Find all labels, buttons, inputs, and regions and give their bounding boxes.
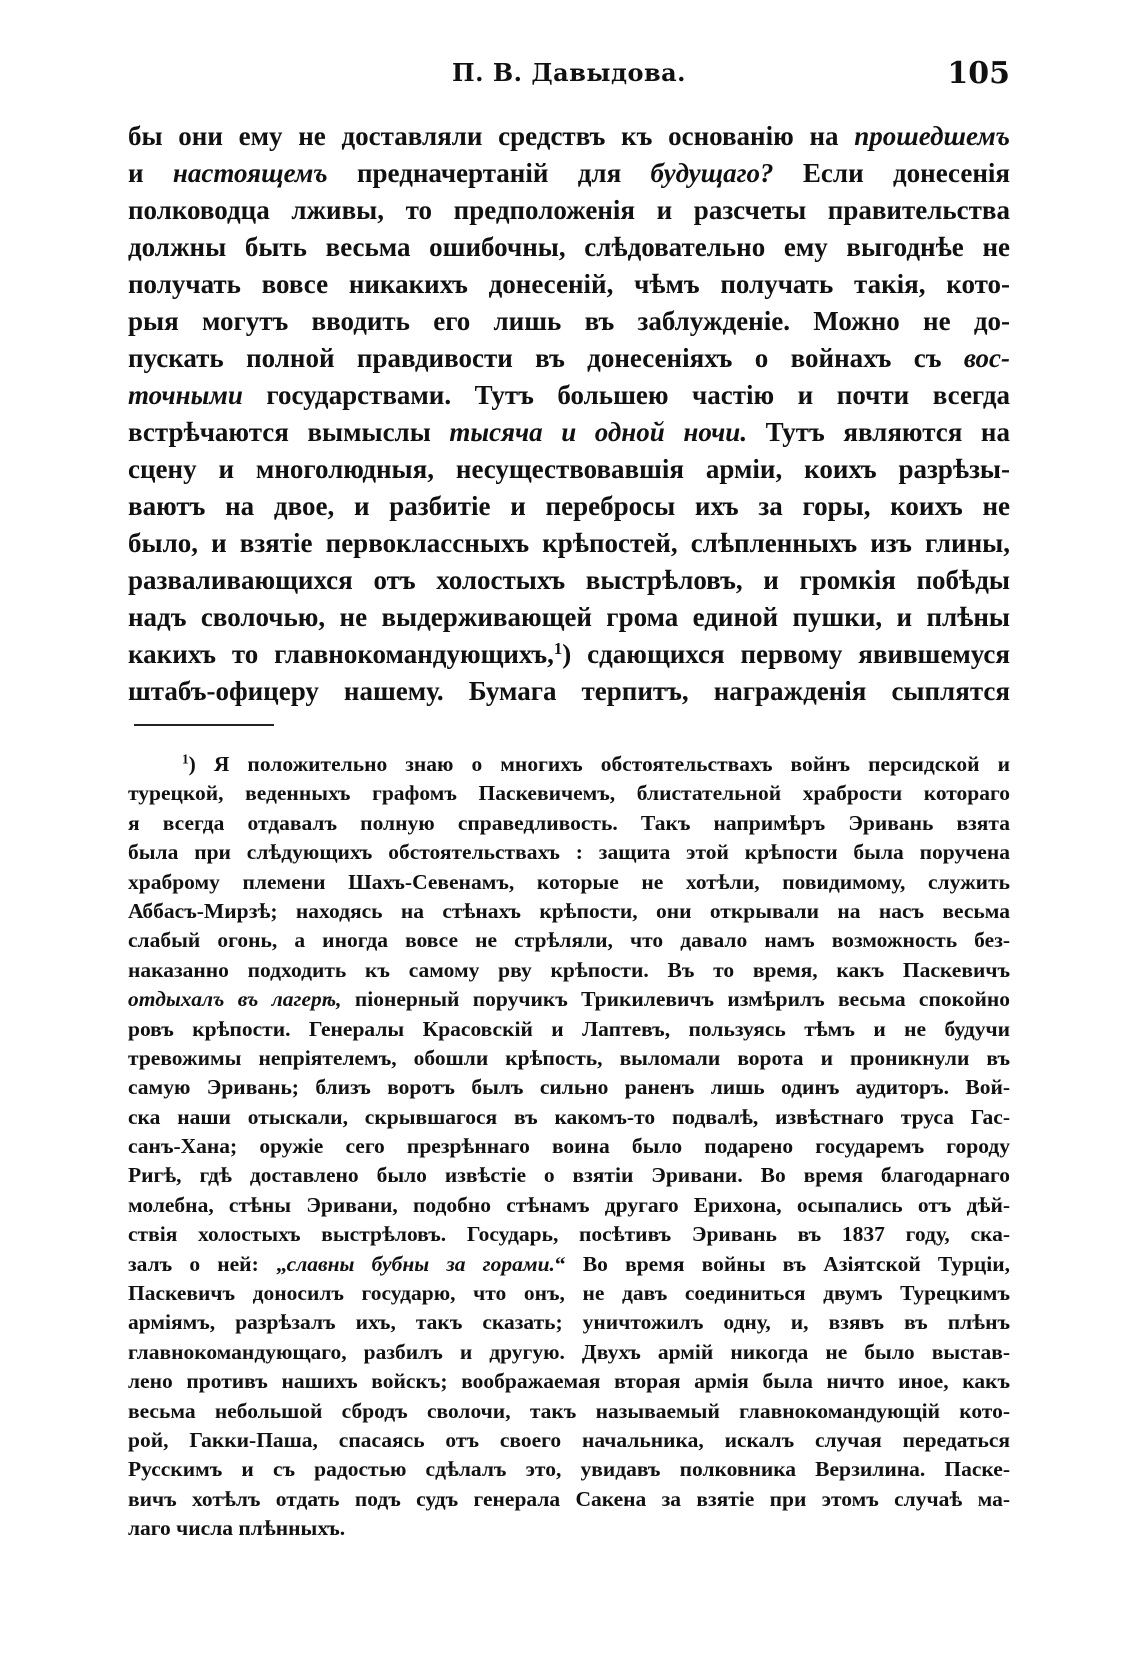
text-line: было, и взятіе первоклассныхъ крѣпостей, слѣпленныхъ изъ глины,	[128, 528, 1010, 558]
footnote-line: залъ о ней: „славны бубны за горами.“ Во время войны въ Азіятской Турціи,	[128, 1251, 1010, 1276]
footnote-line: отдыхалъ въ лагерѣ, піонерный поручикъ Трикилевичъ измѣрилъ весьма спокойно	[128, 987, 1010, 1012]
footnote-line: слабый огонь, а иногда вовсе не стрѣляли, что давало намъ возможность без-	[128, 928, 1010, 953]
footnote-first-line: $^1$) Я положительно знаю о многихъ обстоятельствахъ войнъ персидской и	[182, 751, 1010, 776]
text-line: ваютъ на двое, и разбитіе и переброcы ихъ за горы, коихъ не	[128, 491, 1010, 521]
footnote-line: Паскевичъ доносилъ государю, что онъ, не давъ соединиться двумъ Турецкимъ	[128, 1281, 1010, 1306]
footnote-line: ска наши отыскали, скрывшагося въ какомъ-то подвалѣ, извѣстнаго труса Гас-	[128, 1104, 1010, 1129]
page-number: 105	[947, 56, 1010, 91]
text-line: разваливающихся отъ холостыхъ выстрѣловъ, и громкія побѣды	[128, 565, 1010, 595]
footnote-line: ровъ крѣпости. Генералы Красовскій и Лаптевъ, пользуясь тѣмъ и не будучи	[128, 1016, 1010, 1041]
text-line: пускать полной правдивости въ донесеніяхъ о войнахъ съ вос-	[128, 343, 1010, 373]
footnote-line: храброму племени Шахъ-Севенамъ, которые не хотѣли, повидимому, служить	[128, 869, 1010, 894]
running-title: П. В. Давыдова.	[451, 58, 687, 87]
text-line: бы они ему не доставляли средствъ къ основанію на прошедшемъ	[128, 121, 1010, 151]
footnote-line: тревожимы непріятелемъ, обошли крѣпость, выломали ворота и проникнули въ	[128, 1045, 1010, 1070]
text-line: должны быть весьма ошибочны, слѣдовательно ему выгоднѣе не	[128, 232, 1010, 262]
footnote-line: Аббасъ-Мирзѣ; находясь на стѣнахъ крѣпости, они открывали на насъ весьма	[128, 898, 1010, 923]
footnote-line: весьма небольшой сбродъ сволочи, такъ называемый главнокомандующій кото-	[128, 1398, 1010, 1423]
footnote-line: Русскимъ и съ радостью сдѣлалъ это, увидавъ полковника Верзилина. Паске-	[128, 1457, 1010, 1482]
text-line: встрѣчаются вымыслы тысяча и одной ночи. Тутъ являются на	[128, 417, 1010, 447]
footnote-line: Ригѣ, гдѣ доставлено было извѣстіе о взятіи Эривани. Во время благодарнаго	[128, 1163, 1010, 1188]
text-line: и настоящемъ предначертаній для будущаго? Если донесенія	[128, 158, 1010, 188]
footnote-line: я всегда отдавалъ полную справедливость. Такъ напримѣръ Эривань взята	[128, 810, 1010, 835]
footnote-line: была при слѣдующихъ обстоятельствахъ : защита этой крѣпости была поручена	[128, 840, 1010, 865]
footnote-separator	[134, 724, 274, 726]
footnote-line: лаго числа плѣнныхъ.	[128, 1516, 346, 1541]
text-line: надъ сволочью, не выдерживающей грома единой пушки, и плѣны	[128, 602, 1010, 632]
footnote-line: наказанно подходить къ самому рву крѣпости. Въ то время, какъ Паскевичъ	[128, 957, 1010, 982]
running-header	[128, 56, 1010, 96]
footnote-line: молебна, стѣны Эривани, подобно стѣнамъ другаго Ерихона, осыпались отъ дѣй-	[128, 1192, 1010, 1217]
footnote-line: вичъ хотѣлъ отдать подъ судъ генерала Сакена за взятіе при этомъ случаѣ ма-	[128, 1486, 1010, 1511]
text-line: точными государствами. Тутъ большею частію и почти всегда	[128, 380, 1010, 410]
text-line: полководца лживы, то предположенія и разсчеты правительства	[128, 195, 1010, 225]
text-line: какихъ то главнокомандующихъ,$^1$) сдающихся первому явившемуся	[128, 638, 1010, 669]
footnote-line: ствія холостыхъ выстрѣловъ. Государь, посѣтивъ Эривань въ 1837 году, ска-	[128, 1222, 1010, 1247]
footnote-line: санъ-Хана; оружіе сего презрѣннаго воина было подарено государемъ городу	[128, 1134, 1010, 1159]
footnote-line: арміямъ, разрѣзалъ ихъ, такъ сказать; уничтожилъ одну, и, взявъ въ плѣнъ	[128, 1310, 1010, 1335]
main-text	[128, 118, 1010, 710]
text-line: сцену и многолюдныя, несуществовавшія арміи, коихъ разрѣзы-	[128, 454, 1010, 484]
text-line: рыя могутъ вводить его лишь въ заблужденіе. Можно не до-	[128, 306, 1010, 336]
footnote-line: турецкой, веденныхъ графомъ Паскевичемъ, блистательной храбрости котораго	[128, 781, 1010, 806]
footnote-line: самую Эривань; близъ воротъ былъ сильно раненъ лишь одинъ аудиторъ. Вой-	[128, 1075, 1010, 1100]
footnote-line: лено противъ нашихъ войскъ; воображаемая вторая армія была ничто иное, какъ	[128, 1369, 1010, 1394]
text-line: получать вовсе никакихъ донесеній, чѣмъ получать такія, кото-	[128, 269, 1010, 299]
footnote-line: главнокомандующаго, разбилъ и другую. Двухъ армій никогда не было выстав-	[128, 1339, 1010, 1364]
footnote-line: рой, Гакки-Паша, спасаясь отъ своего начальника, искалъ случая передаться	[128, 1427, 1010, 1452]
text-line: штабъ-офицеру нашему. Бумага терпитъ, награжденія сыплятся	[128, 676, 1010, 706]
footnote	[128, 750, 1010, 1544]
